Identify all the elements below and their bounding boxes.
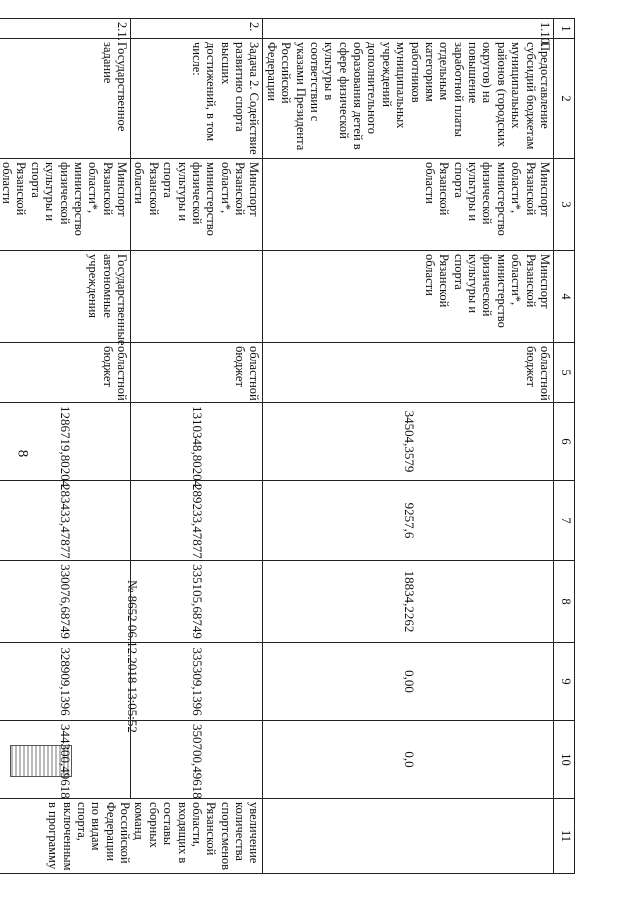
table-row <box>0 19 131 874</box>
year-amount-2: 335105,68749 <box>131 561 263 643</box>
funding-source: областной бюджет <box>131 343 263 403</box>
total-amount: 1286719,80204 <box>0 403 131 481</box>
row-number: 2. <box>131 19 263 39</box>
participants: Минспорт Рязанской области*, министерство физической культуры и спорта Рязанской области <box>263 251 554 343</box>
responsible-executor: Минспорт Рязанской области*, министерство физической культуры и спорта Рязанской области <box>131 159 263 251</box>
year-amount-1: 9257,6 <box>263 481 554 561</box>
funding-source: областной бюджет <box>263 343 554 403</box>
table-row <box>263 19 554 874</box>
program-table <box>0 18 575 874</box>
year-amount-1: 289233,47877 <box>131 481 263 561</box>
header-col-9: 9 <box>554 643 575 721</box>
year-amount-3: 335309,1396 <box>131 643 263 721</box>
year-amount-2: 18834,2262 <box>263 561 554 643</box>
funding-source: областной бюджет <box>0 343 131 403</box>
year-amount-3: 328909,1396 <box>0 643 131 721</box>
row-number: 2.1. <box>0 19 131 39</box>
header-col-11: 11 <box>554 799 575 874</box>
measure-name: Задача 2. Содействие развитию спорта высших достижений, в том числе: <box>131 39 263 159</box>
participants: Государственные автономные учреждения <box>0 251 131 343</box>
year-amount-4: 350700,49618 <box>131 721 263 799</box>
measure-name: Государственное задание <box>0 39 131 159</box>
year-amount-1: 283433,47877 <box>0 481 131 561</box>
header-col-8: 8 <box>554 561 575 643</box>
year-amount-4: 344300,49618 <box>0 721 131 799</box>
header-col-3: 3 <box>554 159 575 251</box>
total-amount: 1310348,80204 <box>131 403 263 481</box>
row-number: 1.10. <box>263 19 554 39</box>
registration-number: № 8652 06.12.2018 13:05:52 <box>125 580 140 733</box>
participants <box>131 251 263 343</box>
year-amount-3: 0,00 <box>263 643 554 721</box>
header-col-4: 4 <box>554 251 575 343</box>
header-col-7: 7 <box>554 481 575 561</box>
page-number: 8 <box>14 449 31 458</box>
expected-result <box>263 799 554 874</box>
header-col-6: 6 <box>554 403 575 481</box>
responsible-executor: Минспорт Рязанской области*, министерство физической культуры и спорта Рязанской области <box>263 159 554 251</box>
header-col-5: 5 <box>554 343 575 403</box>
year-amount-4: 0,0 <box>263 721 554 799</box>
measure-name: Предоставление субсидий бюджетам муниципальных районов (городских округов) на повышение заработной платы отдельным категориям работников муниципальных учреждений дополнительного образования детей в сфере физической культуры в соответствии с указами Президента Российской Федерации <box>263 39 554 159</box>
table-row <box>131 19 263 874</box>
header-col-1: 1 <box>554 19 575 39</box>
total-amount: 34504,3579 <box>263 403 554 481</box>
header-row <box>554 19 575 874</box>
header-col-10: 10 <box>554 721 575 799</box>
header-col-2: 2 <box>554 39 575 159</box>
year-amount-2: 330076,68749 <box>0 561 131 643</box>
responsible-executor: Минспорт Рязанской области*, министерство физической культуры и спорта Рязанской области <box>0 159 131 251</box>
expected-result: увеличение количества спортсменов Рязанской области, входящих в составы сборных команд Российской Федерации по видам спорта, включенным в программу <box>0 799 263 874</box>
